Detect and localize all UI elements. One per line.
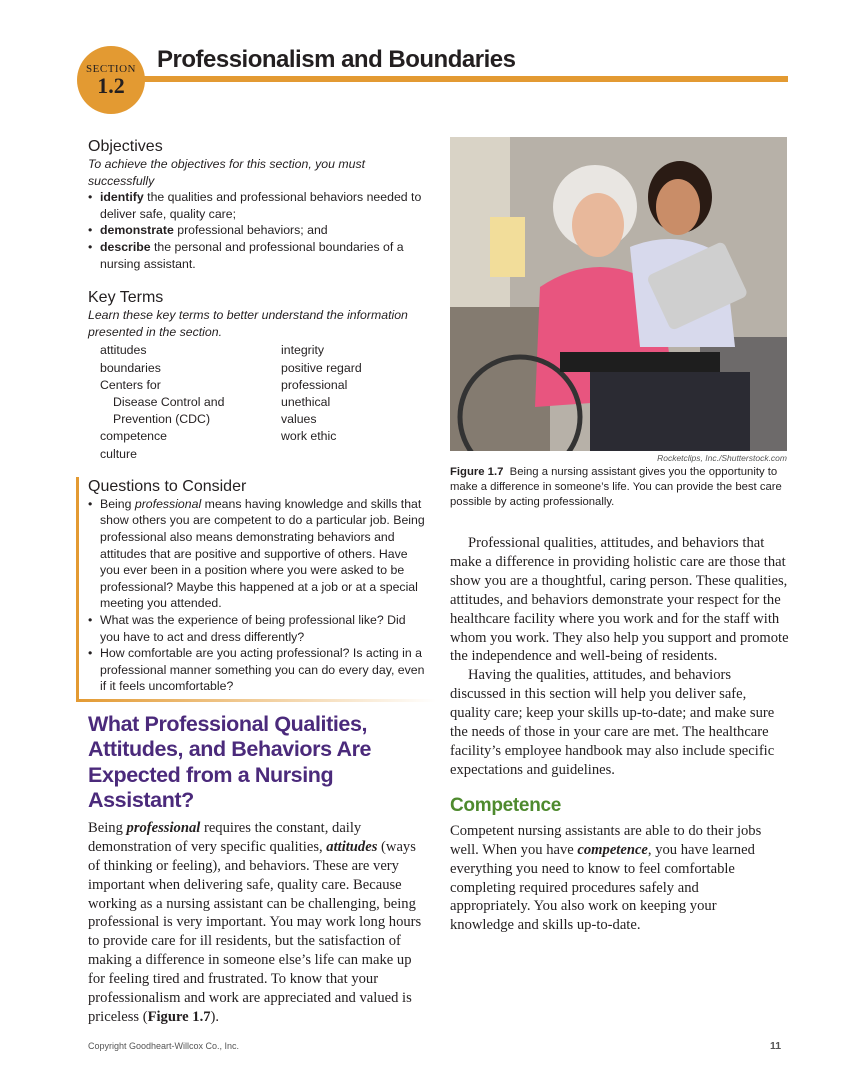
right-body-text (450, 534, 790, 780)
questions-heading: Questions to Consider (88, 477, 247, 495)
section-badge (77, 46, 145, 114)
figure-photo-nurse-and-resident (450, 137, 787, 451)
key-terms-column-1 (100, 342, 281, 462)
body-text: requires the constant, daily demonstration of very specific qualities, (88, 819, 362, 855)
body-paragraph: Having the qualities, attitudes, and behaviors discussed in this section will help you deliver safe, quality care; keep your skills up-to-date; and make sure the needs of those in your care are met. The healthcare facility’s employee handbook may also include specific expectations and guidelines. (450, 667, 775, 778)
key-term: Centers for (100, 377, 161, 392)
header-rule (140, 76, 788, 82)
key-terms-intro: Learn these key terms to better understand the information presented in the section. (88, 308, 408, 339)
objective-verb: demonstrate (100, 223, 174, 238)
key-term: Prevention (CDC) (113, 412, 211, 427)
figure-caption (450, 465, 790, 510)
questions-to-consider-box (76, 477, 428, 699)
right-column (450, 137, 790, 935)
objective-item (88, 189, 428, 222)
section-label: SECTION (86, 63, 136, 75)
key-term-emphasis: competence (577, 841, 648, 858)
objective-text: professional behaviors; and (173, 223, 328, 238)
body-text: Being (88, 819, 127, 836)
question-item: • What was the experience of being professional like? Did you have to act and dress differently? (88, 612, 428, 645)
key-terms-box (88, 288, 433, 463)
key-term: Disease Control and (113, 394, 225, 409)
body-text: (ways of thinking or feeling), and behaviors. These are very important when delivering safe, quality care. Because working as a nursing assistant can be challenging, being professional is very important. You may work long hours to provide care for ill residents, but the satisfaction of making a difference in someone else’s life can make up for feeling tired and frustrated. To know that your professionalism and work are appreciated and valued is priceless ( (88, 838, 422, 1025)
objective-item (88, 239, 428, 272)
key-term: values (281, 412, 317, 427)
competence-body (450, 822, 780, 935)
question-item: • How comfortable are you acting professional? Is acting in a professional manner something you can do every day, even if it feels uncomfortable? (88, 645, 428, 695)
body-paragraph: Professional qualities, attitudes, and behaviors that make a difference in providing holistic care are those that show you are a thoughtful, caring person. These qualities, attitudes, and behaviors demonstrate your respect for the healthcare facility where you work and for the staff with whom you work. They also help you support and promote the independence and well-being of residents. (450, 535, 789, 665)
body-text: , you have learned everything you need to know to feel comfortable completing required procedures safely and appropriately. You also work on keeping your knowledge and skills up-to-date. (450, 841, 755, 934)
objective-item (88, 222, 428, 239)
objective-verb: describe (100, 239, 151, 254)
key-term: culture (100, 446, 137, 461)
objectives-heading: Objectives (88, 138, 163, 155)
key-term-emphasis: attitudes (326, 838, 378, 855)
objectives-intro: To achieve the objectives for this section, you must successfully (88, 157, 366, 188)
key-term: attitudes (100, 343, 147, 358)
key-term: unethical (281, 394, 331, 409)
key-term: positive regard (281, 360, 362, 375)
key-term-emphasis: professional (126, 819, 201, 836)
key-terms-list (88, 342, 433, 462)
key-term: work ethic (281, 429, 337, 444)
key-terms-heading: Key Terms (88, 289, 164, 307)
question-emphasis: professional (134, 496, 202, 511)
question-item (88, 496, 428, 612)
figure-reference[interactable]: Figure 1.7 (147, 1008, 211, 1025)
page-title: Professionalism and Boundaries (157, 46, 516, 73)
objective-verb: identify (100, 190, 144, 205)
copyright-footer: Copyright Goodheart-Willcox Co., Inc. (88, 1041, 240, 1051)
body-text: ). (210, 1008, 220, 1025)
key-terms-column-2 (281, 342, 362, 462)
left-body-text (88, 819, 430, 1027)
key-term: professional (281, 377, 348, 392)
objective-text: the qualities and professional behaviors needed to deliver safe, quality care; (100, 190, 422, 221)
question-text: Being (100, 496, 135, 511)
key-term: integrity (281, 343, 325, 358)
page-number: 11 (770, 1040, 782, 1052)
questions-box-rule (76, 699, 436, 702)
photo-credit: Rocketclips, Inc./Shutterstock.com (657, 453, 787, 463)
question-text: means having knowledge and skills that show others you are competent to do a particular job. Being professional also means demonstrating behaviors and attitudes that are positive and supportive of others. Have you ever been in a position where you were asked to be professional? Maybe this happened at a job or at a special meeting you attended. (100, 496, 425, 611)
caption-text: Being a nursing assistant gives you the opportunity to make a difference in someone’s life. You can provide the best care possible by acting professionally. (450, 466, 782, 508)
key-term: competence (100, 429, 167, 444)
body-text: Competent nursing assistants are able to do their jobs well. When you have (450, 822, 762, 858)
left-column (88, 137, 433, 1027)
objectives-box (88, 137, 428, 272)
figure-label: Figure 1.7 (450, 466, 504, 478)
objective-text: the personal and professional boundaries of a nursing assistant. (100, 239, 404, 271)
section-number: 1.2 (97, 73, 125, 98)
competence-heading: Competence (450, 794, 562, 816)
key-term: boundaries (100, 360, 161, 375)
main-section-heading: What Professional Qualities, Attitudes, and Behaviors Are Expected from a Nursing Assistant? (88, 711, 372, 813)
photo-illustration (450, 137, 787, 451)
